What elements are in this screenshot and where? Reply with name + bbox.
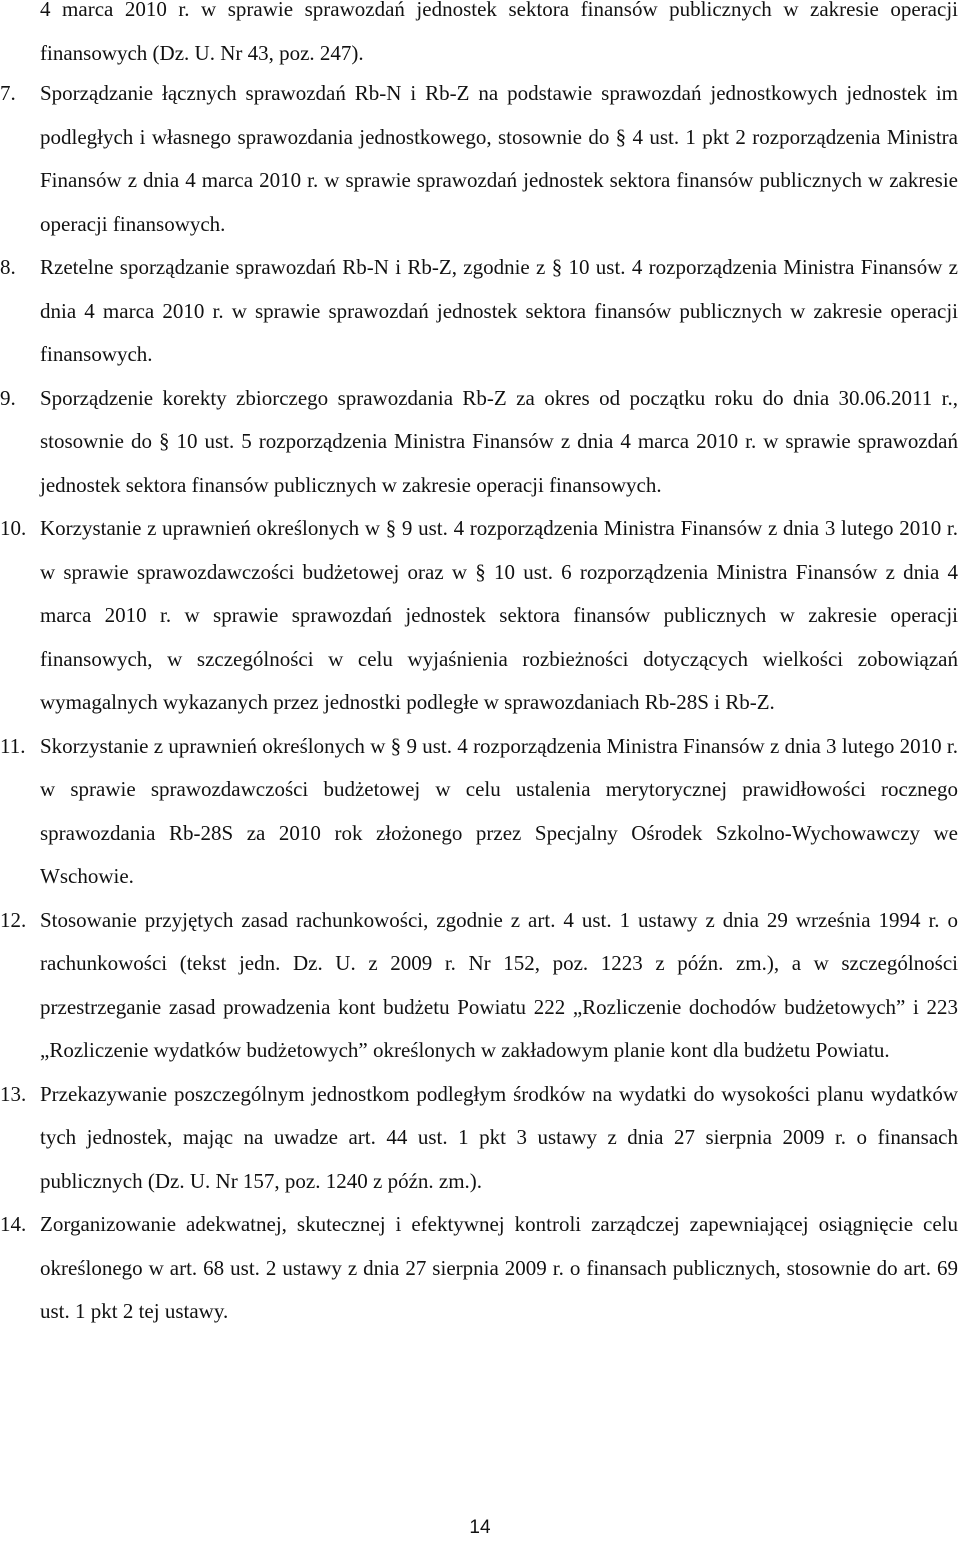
list-item: [0, 72, 958, 246]
item-text: Zorganizowanie adekwatnej, skutecznej i efektywnej kontroli zarządczej zapewniającej osiągnięcie celu określonego w art. 68 ust. 2 ustawy z dnia 27 sierpnia 2009 r. o finansach publicznych, stosownie do art. 69 ust. 1 pkt 2 tej ustawy.: [40, 1212, 958, 1323]
list-item: [0, 899, 958, 1073]
list-item: [0, 1203, 958, 1334]
list-item: [0, 725, 958, 899]
item-number: 12.: [0, 907, 27, 932]
continuation-paragraph: 4 marca 2010 r. w sprawie sprawozdań jednostek sektora finansów publicznych w zakresie operacji finansowych (Dz. U. Nr 43, poz. 247).: [40, 0, 958, 65]
item-number: 10.: [0, 516, 27, 540]
item-text: Korzystanie z uprawnień określonych w § 9 ust. 4 rozporządzenia Ministra Finansów z dnia 3 lutego 2010 r. w sprawie sprawozdawczości budżetowej oraz w § 10 ust. 6 rozporządzenia Ministra Finansów z dnia 4 marca 2010 r. w sprawie sprawozdań jednostek sektora finansów publicznych w zakresie operacji finansowych, w szczególności w celu wyjaśnienia rozbieżności dotyczących wielkości zobowiązań wymagalnych wykazanych przez jednostki podległe w sprawozdaniach Rb-28S i Rb-Z.: [40, 516, 958, 714]
list-item: [0, 246, 958, 377]
list-item: [0, 377, 958, 508]
item-number: 8.: [0, 255, 16, 279]
item-text: Skorzystanie z uprawnień określonych w § 9 ust. 4 rozporządzenia Ministra Finansów z dnia 3 lutego 2010 r. w sprawie sprawozdawczości budżetowej w celu ustalenia merytorycznej prawidłowości rocznego sprawozdania Rb-28S za 2010 rok złożonego przez Specjalny Ośrodek Szkolno-Wychowawczy we Wschowie.: [40, 733, 958, 888]
recommendations-list: [0, 72, 958, 1334]
item-text: Sporządzanie łącznych sprawozdań Rb-N i Rb-Z na podstawie sprawozdań jednostkowych jednostek im podległych i własnego sprawozdania jednostkowego, stosownie do § 4 ust. 1 pkt 2 rozporządzenia Ministra Finansów z dnia 4 marca 2010 r. w sprawie sprawozdań jednostek sektora finansów publicznych w zakresie operacji finansowych.: [40, 81, 958, 236]
item-text: Stosowanie przyjętych zasad rachunkowości, zgodnie z art. 4 ust. 1 ustawy z dnia 29 września 1994 r. o rachunkowości (tekst jedn. Dz. U. z 2009 r. Nr 152, poz. 1223 z późn. zm.), a w szczególności przestrzeganie zasad prowadzenia kont budżetu Powiatu 222 „Rozliczenie dochodów budżetowych” i 223 „Rozliczenie wydatków budżetowych” określonych w zakładowym planie kont dla budżetu Powiatu.: [40, 907, 958, 1062]
item-text: Rzetelne sporządzanie sprawozdań Rb-N i Rb-Z, zgodnie z § 10 ust. 4 rozporządzenia Ministra Finansów z dnia 4 marca 2010 r. w sprawie sprawozdań jednostek sektora finansów publicznych w zakresie operacji finansowych.: [40, 255, 958, 366]
page-number: 14: [469, 1517, 491, 1538]
list-item: [0, 507, 958, 725]
item-number: 14.: [0, 1212, 27, 1236]
item-text: Sporządzenie korekty zbiorczego sprawozdania Rb-Z za okres od początku roku do dnia 30.06.2011 r., stosownie do § 10 ust. 5 rozporządzenia Ministra Finansów z dnia 4 marca 2010 r. w sprawie sprawozdań jednostek sektora finansów publicznych w zakresie operacji finansowych.: [40, 385, 958, 497]
item-number: 13.: [0, 1081, 27, 1106]
item-text: Przekazywanie poszczególnym jednostkom podległym środków na wydatki do wysokości planu wydatków tych jednostek, mając na uwadze art. 44 ust. 1 pkt 3 ustawy z dnia 27 sierpnia 2009 r. o finansach publicznych (Dz. U. Nr 157, poz. 1240 z późn. zm.).: [40, 1081, 958, 1193]
item-number: 11.: [0, 733, 26, 758]
item-number: 7.: [0, 81, 16, 105]
item-number: 9.: [0, 385, 16, 410]
list-item: [0, 1073, 958, 1204]
